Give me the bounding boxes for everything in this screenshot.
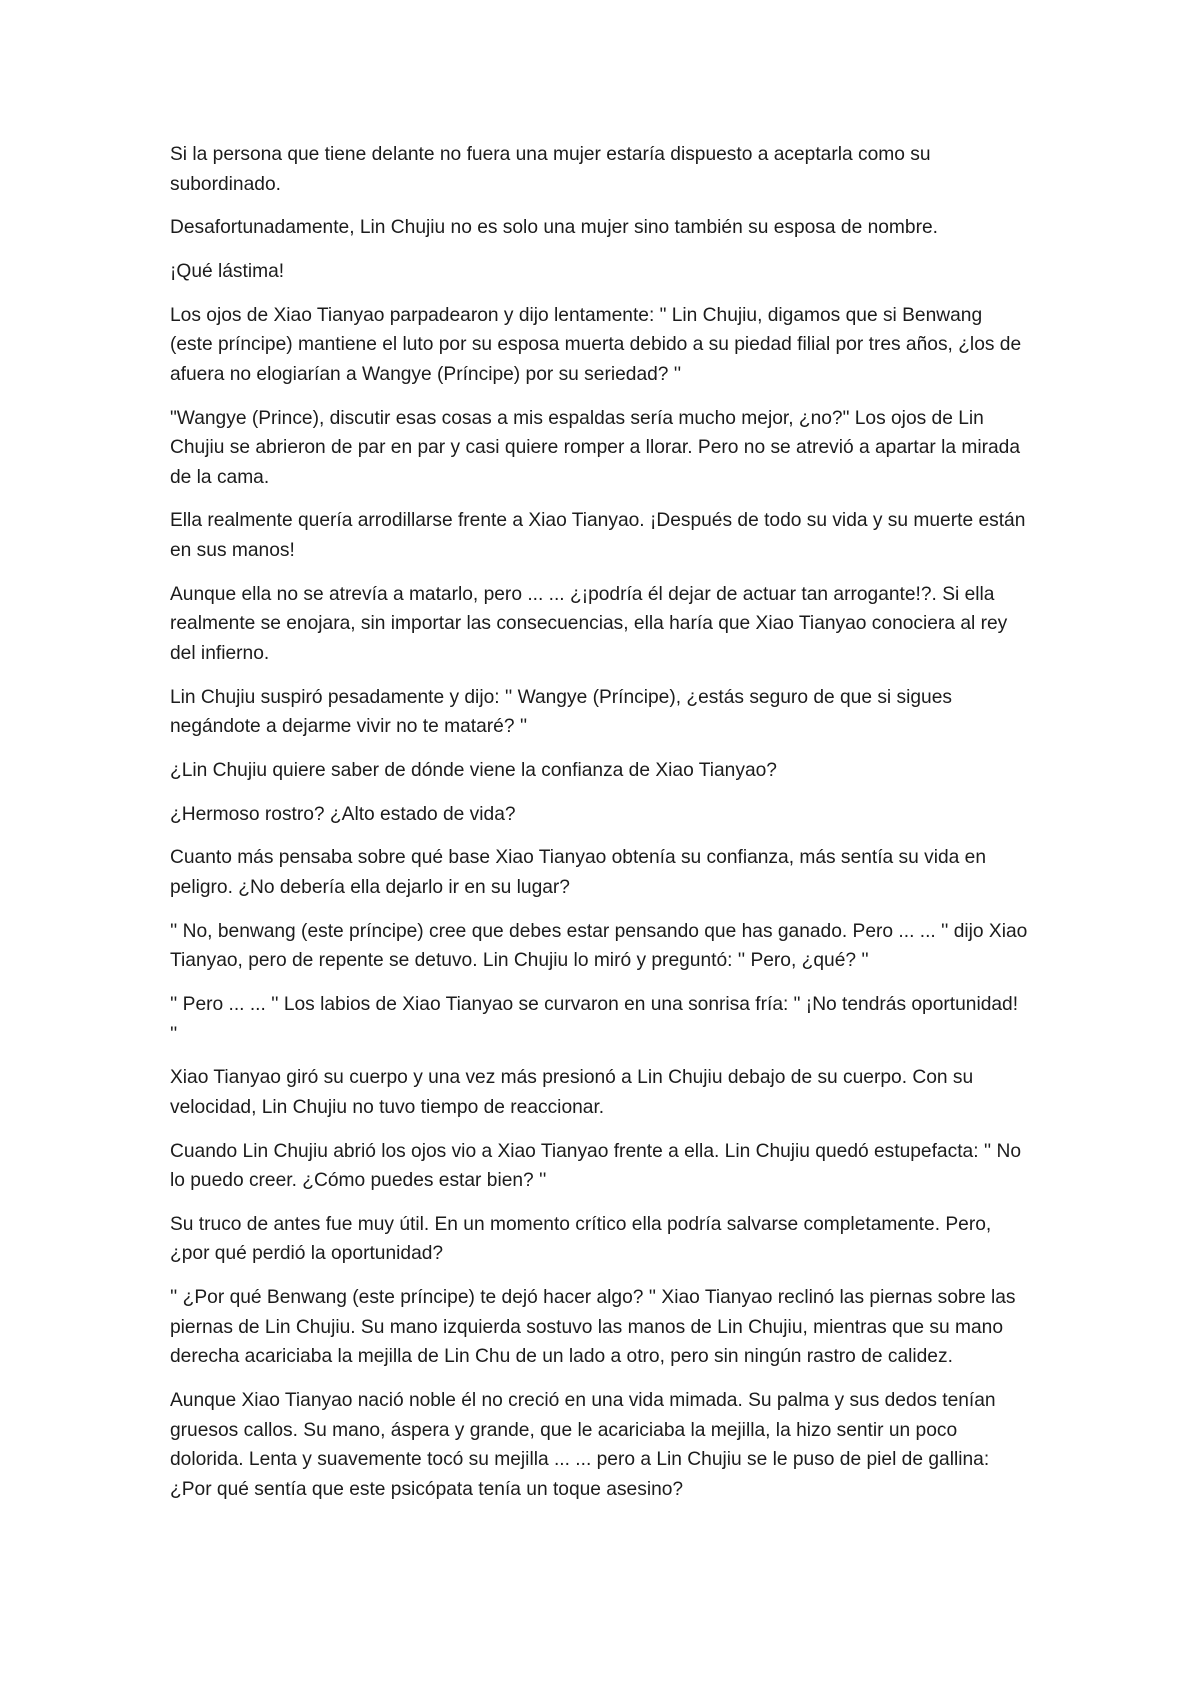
paragraph-6: Ella realmente quería arrodillarse frente a Xiao Tianyao. ¡Después de todo su vida y su muerte están en sus manos! xyxy=(170,510,1026,561)
paragraph-10: ¿Hermoso rostro? ¿Alto estado de vida? xyxy=(170,803,516,825)
paragraph-15: Cuando Lin Chujiu abrió los ojos vio a Xiao Tianyao frente a ella. Lin Chujiu quedó estupefacta: '' No lo puedo creer. ¿Cómo puedes estar bien? '' xyxy=(170,1140,1022,1192)
paragraph-4: Los ojos de Xiao Tianyao parpadearon y dijo lentamente: " Lin Chujiu, digamos que si Benwang (este príncipe) mantiene el luto por su esposa muerta debido a su piedad filial por tres años, ¿los de afuera no elogiarían a Wangye (Príncipe) por su seriedad? '' xyxy=(170,304,1022,385)
paragraph-18: Aunque Xiao Tianyao nació noble él no creció en una vida mimada. Su palma y sus dedos tenían gruesos callos. Su mano, áspera y grande, que le acariciaba la mejilla, la hizo sentir un poco dolorida. Lenta y suavemente tocó su mejilla ... ... pero a Lin Chujiu se le puso de piel de gallina: ¿Por qué sentía que este psicópata tenía un toque asesino? xyxy=(170,1390,996,1500)
paragraph-11: Cuanto más pensaba sobre qué base Xiao Tianyao obtenía su confianza, más sentía su vida en peligro. ¿No debería ella dejarlo ir en su lugar? xyxy=(170,847,987,898)
paragraph-12: '' No, benwang (este príncipe) cree que debes estar pensando que has ganado. Pero ... ... '' dijo Xiao Tianyao, pero de repente se detuvo. Lin Chujiu lo miró y preguntó: '' Pero, ¿qué? '' xyxy=(170,920,1028,972)
paragraph-7: Aunque ella no se atrevía a matarlo, pero ... ... ¿¡podría él dejar de actuar tan arrogante!?. Si ella realmente se enojara, sin importar las consecuencias, ella haría que Xiao Tianyao conociera al rey del infierno. xyxy=(170,583,1008,664)
paragraph-3: ¡Qué lástima! xyxy=(170,261,285,283)
paragraph-5: "Wangye (Prince), discutir esas cosas a mis espaldas sería mucho mejor, ¿no?" Los ojos de Lin Chujiu se abrieron de par en par y casi quiere romper a llorar. Pero no se atrevió a apartar la mirada de la cama. xyxy=(170,407,1021,488)
document-page xyxy=(170,140,1030,1518)
paragraph-14: Xiao Tianyao giró su cuerpo y una vez más presionó a Lin Chujiu debajo de su cuerpo. Con su velocidad, Lin Chujiu no tuvo tiempo de reaccionar. xyxy=(170,1067,974,1118)
paragraph-8: Lin Chujiu suspiró pesadamente y dijo: '' Wangye (Príncipe), ¿estás seguro de que si sigues negándote a dejarme vivir no te mataré? '' xyxy=(170,686,952,738)
paragraph-13: '' Pero ... ... '' Los labios de Xiao Tianyao se curvaron en una sonrisa fría: " ¡No tendrás oportunidad! '' xyxy=(170,994,1019,1045)
paragraph-17: '' ¿Por qué Benwang (este príncipe) te dejó hacer algo? '' Xiao Tianyao reclinó las piernas sobre las piernas de Lin Chujiu. Su mano izquierda sostuvo las manos de Lin Chujiu, mientras que su mano derecha acariciaba la mejilla de Lin Chu de un lado a otro, pero sin ningún rastro de calidez. xyxy=(170,1287,1016,1368)
paragraph-16: Su truco de antes fue muy útil. En un momento crítico ella podría salvarse completamente. Pero, ¿por qué perdió la oportunidad? xyxy=(170,1213,992,1265)
paragraph-2: Desafortunadamente, Lin Chujiu no es solo una mujer sino también su esposa de nombre. xyxy=(170,217,938,239)
paragraph-9: ¿Lin Chujiu quiere saber de dónde viene la confianza de Xiao Tianyao? xyxy=(170,759,777,781)
paragraph-1: Si la persona que tiene delante no fuera una mujer estaría dispuesto a aceptarla como su subordinado. xyxy=(170,144,931,195)
